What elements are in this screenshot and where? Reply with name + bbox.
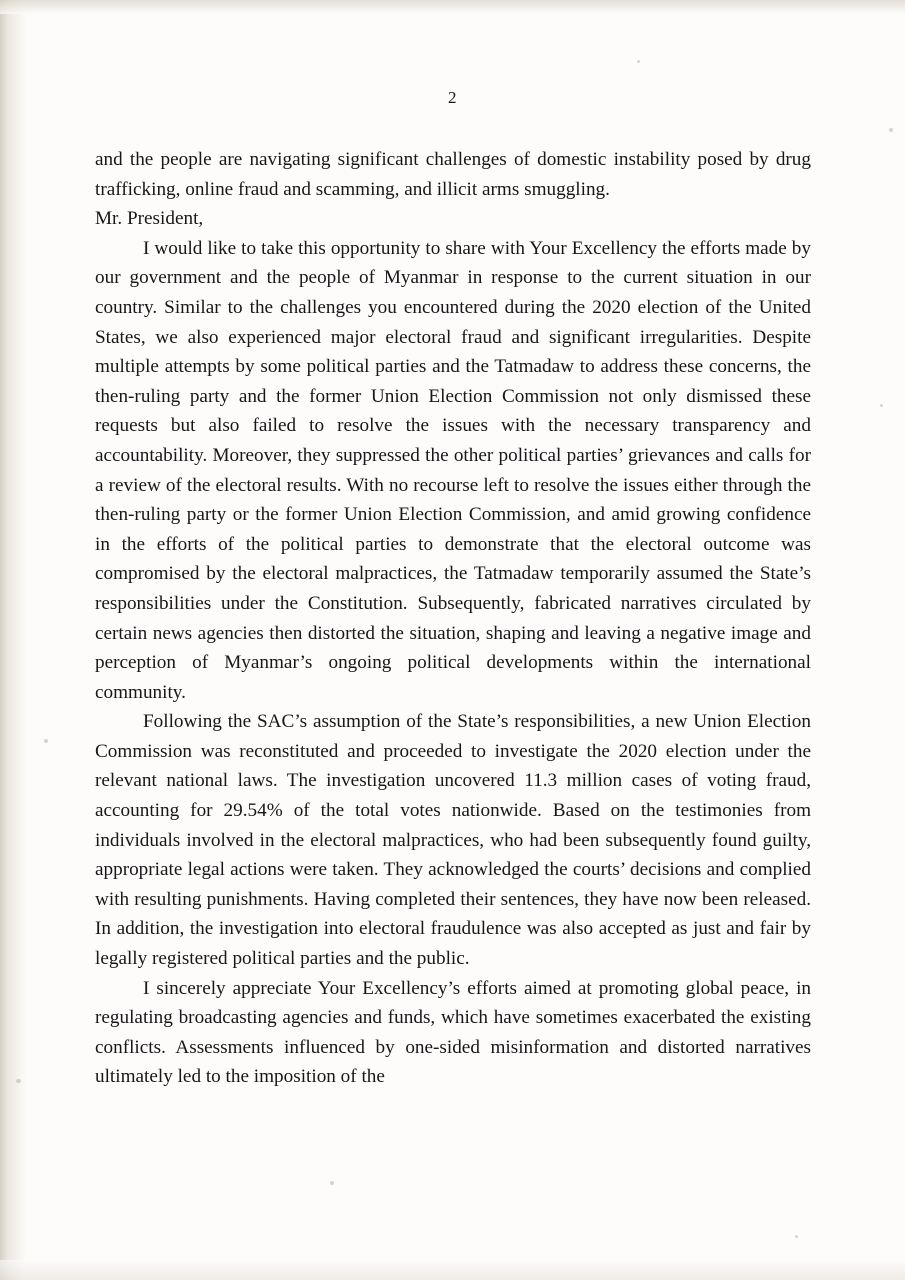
- salutation: Mr. President,: [95, 208, 204, 230]
- scan-edge-left: [0, 0, 26, 1280]
- scan-speck: [16, 1079, 21, 1083]
- scan-speck: [880, 404, 883, 407]
- paragraph-appreciation: I sincerely appreciate Your Excellency’s efforts aimed at promoting global peace, in regulating broadcasting agencies and funds, which have sometimes exacerbated the existing conflicts. Assessments influenced by one-sided misinformation and distorted narratives ultimately led to the imposition of the: [95, 977, 811, 1088]
- scan-speck: [44, 739, 48, 743]
- page-number: 2: [448, 88, 457, 107]
- scan-edge-bottom: [0, 1260, 905, 1280]
- paragraph-investigation: Following the SAC’s assumption of the State’s responsibilities, a new Union Election Commission was reconstituted and proceeded to investigate the 2020 election under the relevant national laws. The investigation uncovered 11.3 million cases of voting fraud, accounting for 29.54% of the total votes nationwide. Based on the testimonies from individuals involved in the electoral malpractices, who had been subsequently found guilty, appropriate legal actions were taken. They acknowledged the courts’ decisions and complied with resulting punishments. Having completed their sentences, they have now been released. In addition, the investigation into electoral fraudulence was also accepted as just and fair by legally registered political parties and the public.: [95, 711, 811, 970]
- scan-speck: [795, 1235, 798, 1238]
- scan-speck: [330, 1181, 334, 1185]
- scan-speck: [637, 60, 640, 63]
- paragraph-continuation: and the people are navigating significant challenges of domestic instability posed by drug trafficking, online fraud and scamming, and illicit arms smuggling.: [95, 149, 811, 200]
- scan-speck: [889, 128, 893, 132]
- paragraph-efforts: I would like to take this opportunity to share with Your Excellency the efforts made by our government and the people of Myanmar in response to the current situation in our country. Similar to the challenges you encountered during the 2020 election of the United States, we also experienced major electoral fraud and significant irregularities. Despite multiple attempts by some political parties and the Tatmadaw to address these concerns, the then-ruling party and the former Union Election Commission not only dismissed these requests but also failed to resolve the issues with the necessary transparency and accountability. Moreover, they suppressed the other political parties’ grievances and calls for a review of the electoral results. With no recourse left to resolve the issues either through the then-ruling party or the former Union Election Commission, and amid growing confidence in the efforts of the political parties to demonstrate that the electoral outcome was compromised by the electoral malpractices, the Tatmadaw temporarily assumed the State’s responsibilities under the Constitution. Subsequently, fabricated narratives circulated by certain news agencies then distorted the situation, shaping and leaving a negative image and perception of Myanmar’s ongoing political developments within the international community.: [95, 237, 811, 703]
- document-body: [95, 145, 811, 1092]
- scan-edge-top: [0, 0, 905, 14]
